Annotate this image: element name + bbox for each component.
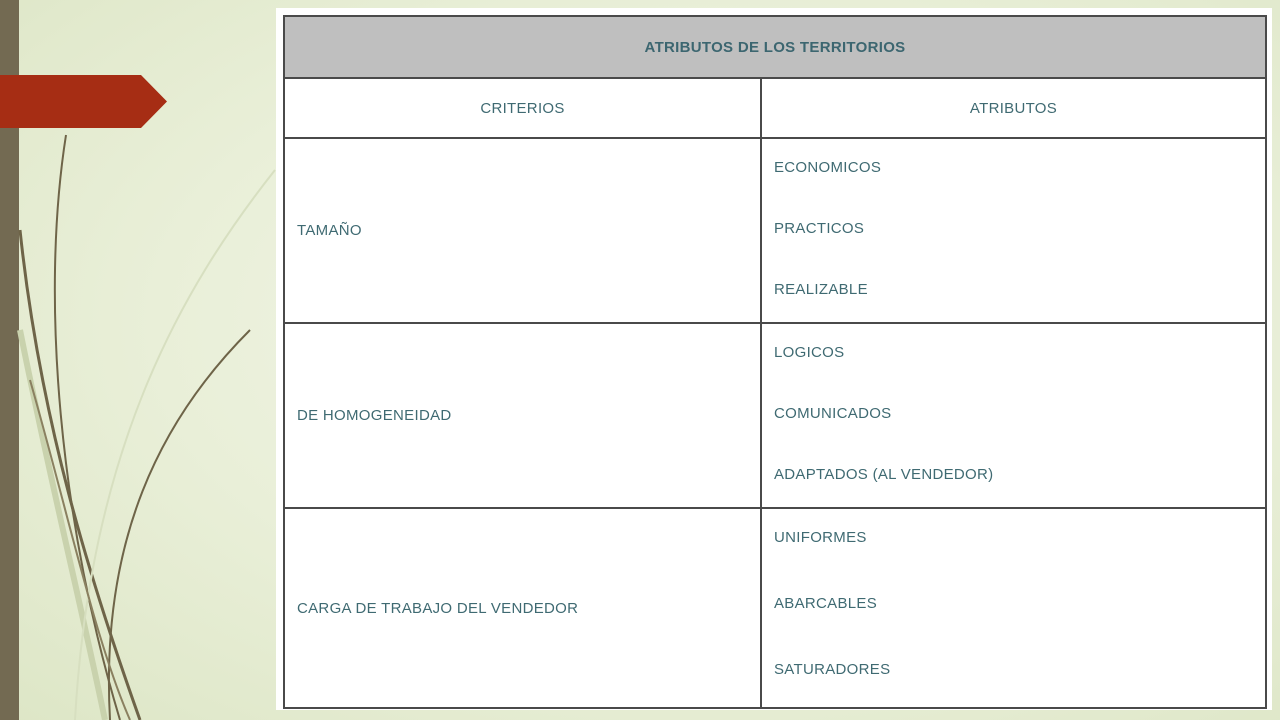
table-row (284, 508, 1266, 708)
red-arrow-shape (0, 75, 167, 128)
attributes-cell (761, 508, 1266, 708)
attribute-item: LOGICOS (774, 344, 845, 361)
attribute-item: COMUNICADOS (774, 405, 892, 422)
attribute-item: ABARCABLES (774, 595, 878, 612)
table-title: ATRIBUTOS DE LOS TERRITORIOS (284, 16, 1266, 78)
attributes-table (283, 15, 1267, 709)
attribute-item: ADAPTADOS (AL VENDEDOR) (774, 466, 994, 483)
attributes-cell (761, 138, 1266, 323)
attribute-item: PRACTICOS (774, 220, 865, 237)
table-row (284, 323, 1266, 508)
table-card (276, 8, 1272, 710)
column-header-criterios: CRITERIOS (284, 78, 761, 138)
table-row (284, 138, 1266, 323)
attribute-item: ECONOMICOS (774, 159, 882, 176)
attribute-item: REALIZABLE (774, 281, 868, 298)
attributes-cell (761, 323, 1266, 508)
criterion-cell: CARGA DE TRABAJO DEL VENDEDOR (284, 508, 761, 708)
column-header-atributos: ATRIBUTOS (761, 78, 1266, 138)
criterion-cell: TAMAÑO (284, 138, 761, 323)
attribute-item: UNIFORMES (774, 529, 867, 546)
attribute-item: SATURADORES (774, 661, 891, 678)
criterion-cell: DE HOMOGENEIDAD (284, 323, 761, 508)
